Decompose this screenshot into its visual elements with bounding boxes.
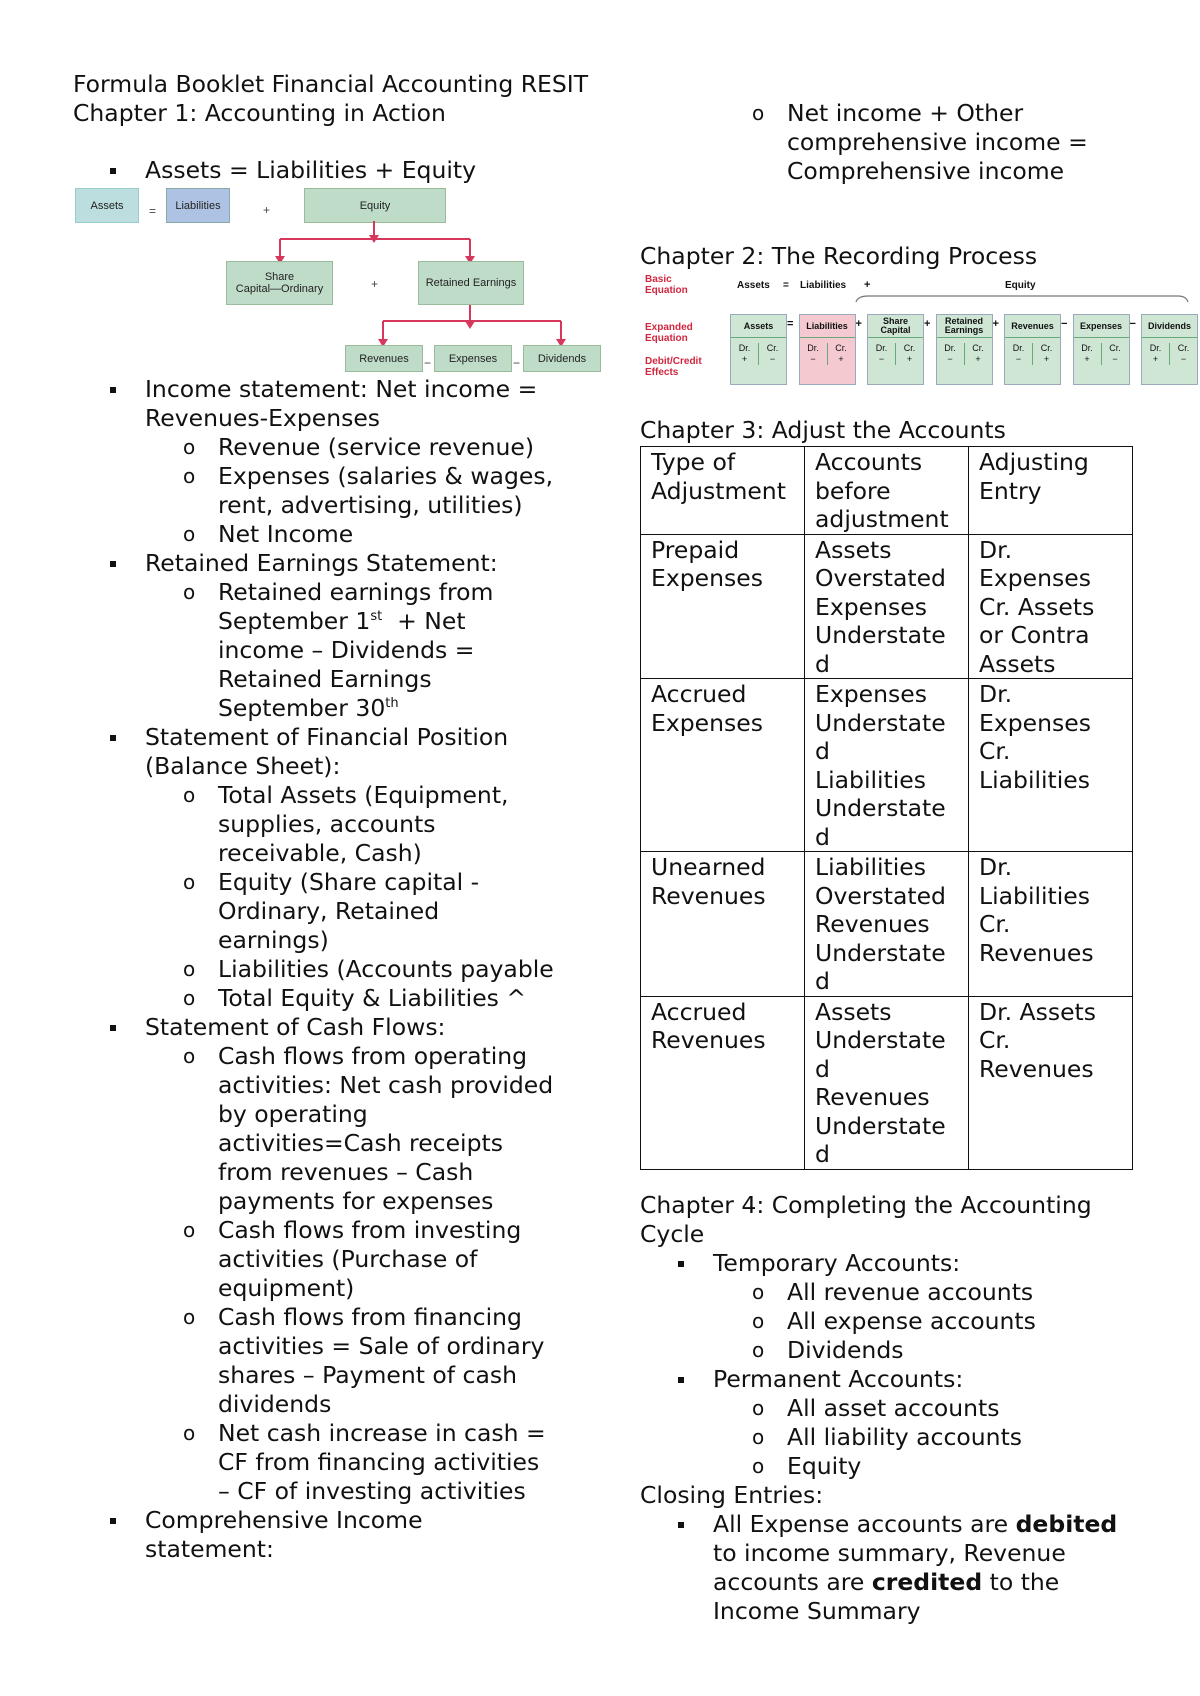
retained-earnings-item bbox=[73, 578, 633, 723]
chapter-3-heading: Chapter 3: Adjust the Accounts bbox=[640, 416, 1006, 444]
closing-entries-heading: Closing Entries: bbox=[640, 1481, 824, 1509]
cf-line: o Cash flows from financing bbox=[218, 1303, 522, 1331]
diagram-equals: = bbox=[149, 204, 157, 218]
side-label: Cr. bbox=[1177, 343, 1190, 353]
closing-line bbox=[713, 1568, 1160, 1597]
basic-assets-label: Assets bbox=[737, 280, 770, 291]
basic-equity-label: Equity bbox=[1005, 280, 1036, 291]
side-sign: + bbox=[741, 354, 748, 364]
income-statement-line: Revenues-Expenses bbox=[145, 404, 381, 432]
side-sign: + bbox=[1084, 354, 1090, 364]
temporary-account-item: o All revenue accounts bbox=[640, 1278, 1160, 1307]
operator-sign: + bbox=[924, 318, 931, 330]
cf-line: o Cash flows from operating bbox=[218, 1042, 528, 1070]
side-label: Dr. bbox=[1012, 343, 1025, 353]
income-item bbox=[73, 462, 633, 520]
table-cell bbox=[641, 679, 805, 852]
cell-line: Liabilities bbox=[979, 881, 1090, 910]
table-cell bbox=[641, 996, 805, 1169]
cell-line: Understate bbox=[815, 794, 946, 822]
financial-position-line: Statement of Financial Position bbox=[145, 723, 509, 751]
table-row bbox=[641, 852, 1133, 997]
cash-flow-item bbox=[73, 1042, 633, 1216]
side-label: Cr. bbox=[835, 343, 847, 353]
credit-side bbox=[965, 343, 992, 365]
table-row bbox=[641, 679, 1133, 852]
permanent-account-item: o Equity bbox=[640, 1452, 1160, 1481]
table-cell bbox=[641, 534, 805, 679]
cell-line: Expenses bbox=[651, 708, 763, 737]
diagram-retained-earnings-box: Retained Earnings bbox=[418, 261, 524, 305]
cell-line: Expenses bbox=[815, 592, 927, 621]
cell-line: d bbox=[815, 737, 830, 765]
ci-sub-line: o Net income + Other bbox=[787, 99, 1024, 127]
ordinal-suffix: st bbox=[370, 609, 383, 624]
closing-text: accounts are bbox=[713, 1568, 872, 1596]
side-label: Cr. bbox=[903, 343, 916, 353]
financial-position-item: o Liabilities (Accounts payable bbox=[73, 955, 633, 984]
diagram-plus-1: + bbox=[263, 203, 271, 217]
expanded-equation-label: Expanded Equation bbox=[645, 322, 693, 344]
side-label: Dr. bbox=[738, 343, 751, 353]
account-box bbox=[1141, 314, 1198, 385]
side-label: Dr. bbox=[1149, 343, 1162, 353]
cell-line: Understate bbox=[815, 1026, 946, 1054]
retained-line: Retained Earnings bbox=[218, 665, 432, 693]
diagram-liabilities-box: Liabilities bbox=[166, 188, 230, 223]
financial-position-item bbox=[73, 781, 633, 868]
cf-line: by operating bbox=[218, 1100, 368, 1128]
table-row bbox=[641, 996, 1133, 1169]
retained-date-start: September 1 bbox=[218, 607, 371, 635]
cell-line: Adjustment bbox=[651, 476, 786, 505]
side-label: Cr. bbox=[766, 343, 779, 353]
side-sign: + bbox=[838, 354, 844, 364]
table-header-cell bbox=[805, 447, 969, 535]
cell-line: Dr. bbox=[979, 535, 1013, 564]
cell-line: Understate bbox=[815, 938, 946, 967]
table-header-row bbox=[641, 447, 1133, 535]
retained-date-end: September 30 bbox=[218, 694, 386, 722]
account-name: Assets bbox=[731, 315, 786, 338]
cell-line: Liabilities bbox=[979, 765, 1090, 794]
account-box bbox=[936, 314, 993, 385]
table-header-cell bbox=[969, 447, 1133, 535]
account-name: Expenses bbox=[1074, 315, 1129, 338]
equation-bullet: Assets = Liabilities + Equity bbox=[73, 156, 476, 185]
side-label: Cr. bbox=[1109, 343, 1121, 353]
fp-line: receivable, Cash) bbox=[218, 839, 422, 867]
adjustments-table bbox=[640, 446, 1133, 1170]
cell-line: Expenses bbox=[815, 680, 927, 708]
operator-sign: = bbox=[787, 318, 794, 330]
closing-line: to income summary, Revenue bbox=[713, 1539, 1066, 1567]
permanent-account-item: o All asset accounts bbox=[640, 1394, 1160, 1423]
side-label: Dr. bbox=[944, 343, 956, 353]
account-box bbox=[1004, 314, 1061, 385]
cf-line: shares – Payment of cash bbox=[218, 1361, 518, 1389]
income-statement-line: Income statement: Net income = bbox=[145, 375, 538, 403]
diagram-share-capital-box: Share Capital—Ordinary bbox=[226, 261, 333, 305]
chapter-4-section bbox=[640, 1191, 1160, 1626]
operator-sign: − bbox=[1061, 318, 1068, 330]
cf-line: activities = Sale of ordinary bbox=[218, 1332, 545, 1360]
credit-side bbox=[1170, 343, 1197, 365]
cell-line: Dr. bbox=[979, 853, 1013, 881]
operator-sign: − bbox=[1129, 318, 1136, 330]
cell-line: Accrued bbox=[651, 997, 747, 1026]
cell-line: Accounts bbox=[815, 448, 923, 476]
debit-credit-label: Debit/Credit Effects bbox=[645, 356, 702, 378]
ci-line: statement: bbox=[145, 1535, 274, 1563]
cell-line: Dr. bbox=[979, 680, 1013, 708]
diagram-minus-2: − bbox=[513, 356, 521, 370]
cell-line: d bbox=[815, 1054, 830, 1083]
cash-flow-item bbox=[73, 1216, 633, 1303]
chapter-4-heading: Cycle bbox=[640, 1220, 705, 1248]
closing-emphasis: debited bbox=[1015, 1510, 1118, 1538]
diagram-expenses-box: Expenses bbox=[434, 345, 512, 372]
side-label: Cr. bbox=[972, 343, 984, 353]
cell-line: Revenues bbox=[979, 938, 1094, 967]
cash-flows-bullet: Statement of Cash Flows: bbox=[73, 1013, 633, 1042]
temporary-account-item: o All expense accounts bbox=[640, 1307, 1160, 1336]
side-label: Dr. bbox=[1081, 343, 1093, 353]
side-sign: − bbox=[1112, 354, 1118, 364]
retained-earnings-bullet: Retained Earnings Statement: bbox=[73, 549, 633, 578]
cash-flow-item bbox=[73, 1419, 633, 1506]
cf-line: CF from financing activities bbox=[218, 1448, 540, 1476]
operator-sign: + bbox=[992, 318, 999, 330]
t-account bbox=[1142, 338, 1197, 365]
t-account bbox=[800, 338, 855, 365]
cell-line: d bbox=[815, 649, 830, 678]
credit-side bbox=[759, 343, 786, 365]
chapter-1-heading: Chapter 1: Accounting in Action bbox=[73, 99, 446, 127]
basic-plus: + bbox=[864, 279, 871, 291]
financial-position-item: o Total Equity & Liabilities ^ bbox=[73, 984, 633, 1013]
account-name: Revenues bbox=[1005, 315, 1060, 338]
cell-line: Liabilities bbox=[815, 853, 926, 881]
t-account bbox=[1074, 338, 1129, 365]
diagram-assets-box: Assets bbox=[75, 188, 139, 223]
table-cell bbox=[805, 996, 969, 1169]
fp-line: earnings) bbox=[218, 926, 329, 954]
diagram-equity-box: Equity bbox=[304, 188, 446, 223]
chapter-4-heading: Chapter 4: Completing the Accounting bbox=[640, 1191, 1092, 1219]
cf-line: o Cash flows from investing bbox=[218, 1216, 522, 1244]
account-name: Liabilities bbox=[800, 315, 855, 338]
side-sign: − bbox=[810, 354, 816, 364]
cell-line: Cr. bbox=[979, 1026, 1011, 1054]
ordinal-suffix: th bbox=[385, 696, 399, 711]
debit-side bbox=[1074, 343, 1102, 365]
cell-line: d bbox=[815, 822, 830, 851]
fp-line: o Total Assets (Equipment, bbox=[218, 781, 509, 809]
income-item: o Net Income bbox=[73, 520, 633, 549]
table-row bbox=[641, 534, 1133, 679]
diagram-minus-1: − bbox=[424, 356, 432, 370]
cell-line: Adjusting bbox=[979, 448, 1089, 476]
ci-sub-line: Comprehensive income bbox=[787, 157, 1065, 185]
cell-line: or Contra bbox=[979, 621, 1090, 649]
diagram-plus-2: + bbox=[371, 277, 379, 291]
side-sign: + bbox=[1152, 354, 1159, 364]
expanded-equation-diagram bbox=[640, 272, 1190, 387]
cell-line: Assets bbox=[815, 535, 892, 564]
credit-side bbox=[828, 343, 855, 365]
retained-text: + Net bbox=[382, 607, 466, 635]
account-box bbox=[867, 314, 924, 385]
cell-line: Unearned bbox=[651, 853, 766, 881]
cell-line: Expenses bbox=[979, 708, 1091, 737]
closing-emphasis: credited bbox=[871, 1568, 983, 1596]
side-sign: − bbox=[1015, 354, 1022, 364]
table-header-cell bbox=[641, 447, 805, 535]
cell-line: Cr. bbox=[979, 737, 1011, 765]
side-label: Dr. bbox=[875, 343, 888, 353]
fp-line: Ordinary, Retained bbox=[218, 897, 440, 925]
t-account bbox=[731, 338, 786, 365]
side-sign: + bbox=[906, 354, 913, 364]
ci-sub-line: comprehensive income = bbox=[787, 128, 1088, 156]
debit-side bbox=[1142, 343, 1170, 365]
debit-side bbox=[800, 343, 828, 365]
table-cell bbox=[969, 679, 1133, 852]
side-label: Dr. bbox=[807, 343, 819, 353]
table-cell bbox=[805, 852, 969, 997]
retained-line bbox=[218, 607, 633, 636]
side-sign: − bbox=[1180, 354, 1187, 364]
closing-line bbox=[713, 1510, 1160, 1539]
account-name: Share Capital bbox=[868, 315, 923, 338]
chapter-1-bullets bbox=[73, 375, 633, 1564]
cell-line: Revenues bbox=[815, 1083, 930, 1111]
side-sign: − bbox=[947, 354, 953, 364]
operator-sign: + bbox=[855, 318, 862, 330]
basic-equals: = bbox=[783, 280, 789, 291]
financial-position-bullet bbox=[73, 723, 633, 781]
cell-line: Dr. Assets bbox=[979, 997, 1097, 1026]
cell-line: Type of bbox=[651, 448, 736, 476]
debit-side bbox=[1005, 343, 1033, 365]
side-sign: + bbox=[975, 354, 981, 364]
cf-line: activities=Cash receipts bbox=[218, 1129, 503, 1157]
cell-line: Assets bbox=[815, 997, 892, 1026]
cell-line: Expenses bbox=[651, 564, 763, 592]
retained-line: income – Dividends = bbox=[218, 636, 475, 664]
side-sign: + bbox=[1043, 354, 1050, 364]
cell-line: Overstated bbox=[815, 564, 946, 592]
table-cell bbox=[805, 534, 969, 679]
closing-text: to the bbox=[982, 1568, 1060, 1596]
cf-line: activities (Purchase of bbox=[218, 1245, 478, 1273]
table-cell bbox=[969, 534, 1133, 679]
cell-line: Cr. bbox=[979, 910, 1011, 938]
credit-side bbox=[1033, 343, 1060, 365]
account-box bbox=[730, 314, 787, 385]
cell-line: Understate bbox=[815, 708, 946, 737]
permanent-accounts-bullet: Permanent Accounts: bbox=[640, 1365, 1160, 1394]
cell-line: Revenues bbox=[979, 1054, 1094, 1083]
cell-line: d bbox=[815, 1140, 830, 1168]
ci-line: Comprehensive Income bbox=[145, 1506, 423, 1534]
fp-line: supplies, accounts bbox=[218, 810, 436, 838]
cf-line: from revenues – Cash bbox=[218, 1158, 474, 1186]
cell-line: Entry bbox=[979, 476, 1042, 505]
t-account bbox=[937, 338, 992, 365]
comprehensive-income-bullet bbox=[73, 1506, 633, 1564]
financial-position-item bbox=[73, 868, 633, 955]
table-cell bbox=[641, 852, 805, 997]
side-label: Cr. bbox=[1040, 343, 1053, 353]
debit-side bbox=[868, 343, 896, 365]
cf-line: dividends bbox=[218, 1390, 332, 1418]
table-cell bbox=[805, 679, 969, 852]
chapter-2-heading: Chapter 2: The Recording Process bbox=[640, 242, 1038, 270]
permanent-account-item: o All liability accounts bbox=[640, 1423, 1160, 1452]
basic-equation-label: Basic Equation bbox=[645, 274, 688, 296]
cell-line: Overstated bbox=[815, 881, 946, 910]
income-item: o Revenue (service revenue) bbox=[73, 433, 633, 462]
debit-side bbox=[731, 343, 759, 365]
temporary-account-item: o Dividends bbox=[640, 1336, 1160, 1365]
credit-side bbox=[1102, 343, 1129, 365]
cell-line: Understate bbox=[815, 621, 946, 649]
income-statement-bullet bbox=[73, 375, 633, 433]
cell-line: adjustment bbox=[815, 505, 949, 533]
closing-entries-bullet bbox=[640, 1510, 1160, 1626]
account-name: Dividends bbox=[1142, 315, 1197, 338]
credit-side bbox=[896, 343, 923, 365]
diagram-revenues-box: Revenues bbox=[345, 345, 423, 372]
accounting-equation-diagram bbox=[75, 188, 600, 373]
cell-line: Accrued bbox=[651, 680, 747, 708]
table-cell bbox=[969, 996, 1133, 1169]
cell-line: Liabilities bbox=[815, 765, 926, 794]
cell-line: Revenues bbox=[651, 881, 766, 910]
temporary-accounts-bullet: Temporary Accounts: bbox=[640, 1249, 1160, 1278]
account-name: Retained Earnings bbox=[937, 315, 992, 338]
closing-text: All Expense accounts are bbox=[713, 1510, 1016, 1538]
cell-line: d bbox=[815, 967, 830, 995]
cell-line: Prepaid bbox=[651, 535, 740, 564]
table-cell bbox=[969, 852, 1133, 997]
cf-line: payments for expenses bbox=[218, 1187, 494, 1215]
income-item-line: rent, advertising, utilities) bbox=[218, 491, 523, 519]
page-title: Formula Booklet Financial Accounting RESIT bbox=[73, 70, 589, 98]
cell-line: Understate bbox=[815, 1111, 946, 1140]
side-sign: − bbox=[769, 354, 776, 364]
financial-position-line: (Balance Sheet): bbox=[145, 752, 341, 780]
cf-line: o Net cash increase in cash = bbox=[218, 1419, 546, 1447]
t-account bbox=[868, 338, 923, 365]
cell-line: Assets bbox=[979, 649, 1056, 678]
closing-line: Income Summary bbox=[713, 1597, 921, 1625]
diagram-dividends-box: Dividends bbox=[523, 345, 601, 372]
cell-line: Cr. Assets bbox=[979, 592, 1095, 621]
retained-line: o Retained earnings from bbox=[218, 578, 494, 606]
cf-line: equipment) bbox=[218, 1274, 355, 1302]
cell-line: Revenues bbox=[815, 910, 930, 938]
cell-line: Revenues bbox=[651, 1026, 766, 1054]
cash-flow-item bbox=[73, 1303, 633, 1419]
t-account bbox=[1005, 338, 1060, 365]
cell-line: before bbox=[815, 476, 891, 505]
debit-side bbox=[937, 343, 965, 365]
equity-bracket bbox=[640, 284, 1190, 314]
basic-liabilities-label: Liabilities bbox=[800, 280, 847, 291]
cell-line: Expenses bbox=[979, 564, 1091, 592]
account-box bbox=[799, 314, 856, 385]
account-box bbox=[1073, 314, 1130, 385]
side-sign: − bbox=[878, 354, 885, 364]
comprehensive-income-item bbox=[640, 99, 1200, 186]
income-item-line: o Expenses (salaries & wages, bbox=[218, 462, 554, 490]
cf-line: – CF of investing activities bbox=[218, 1477, 526, 1505]
retained-line bbox=[218, 694, 633, 723]
fp-line: o Equity (Share capital - bbox=[218, 868, 480, 896]
cf-line: activities: Net cash provided bbox=[218, 1071, 554, 1099]
